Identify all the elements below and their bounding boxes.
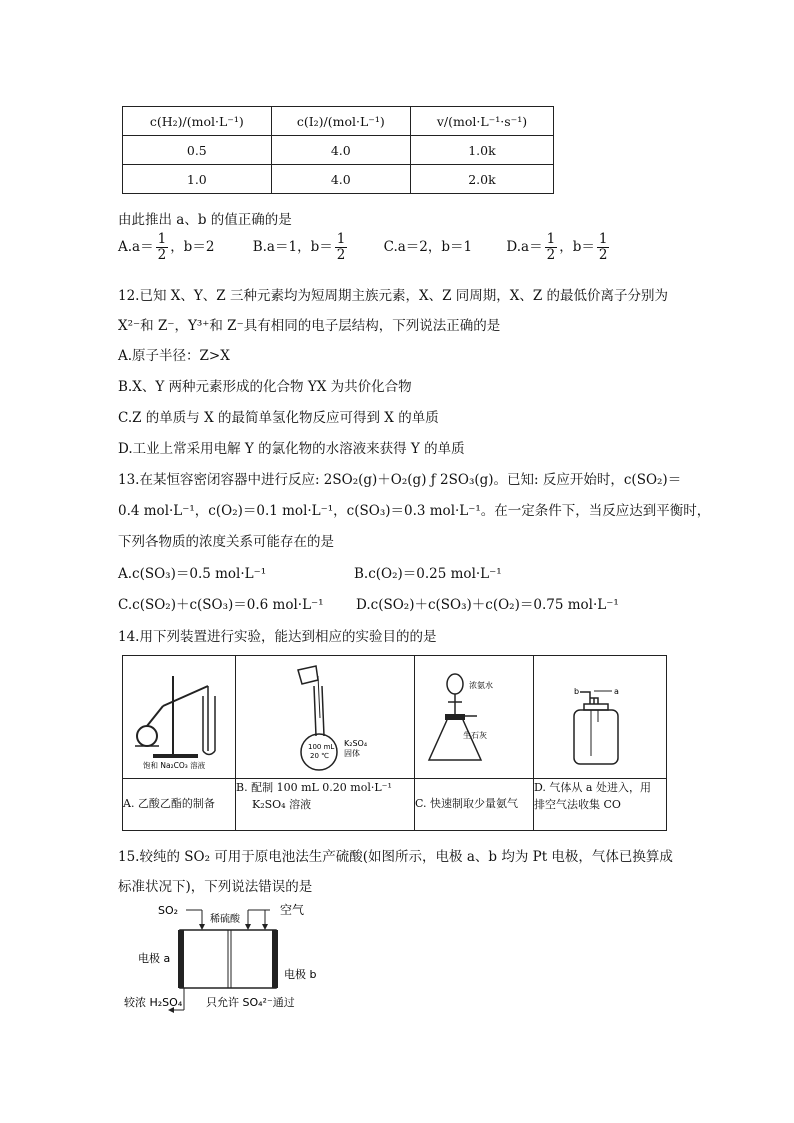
apparatus-image-row: [123, 656, 667, 779]
table-cell: 4.0: [271, 165, 410, 194]
header-v: v/(mol·L⁻¹·s⁻¹): [410, 107, 553, 136]
d-label-a: a: [614, 687, 619, 696]
table-header-row: [123, 107, 554, 136]
q11-stem: 由此推出 a、b 的值正确的是: [118, 212, 292, 228]
caption-c: C. 快速制取少量氨气: [415, 779, 534, 831]
so2-label: SO₂: [158, 904, 179, 917]
apparatus-c-cell: [415, 656, 534, 779]
q12-line2: X²⁻和 Z⁻，Y³⁺和 Z⁻具有相同的电子层结构，下列说法正确的是: [118, 318, 501, 334]
fraction: $\frac{1}{2}$: [598, 231, 608, 263]
table-cell: 4.0: [271, 136, 410, 165]
caption-a: A. 乙酸乙酯的制备: [123, 779, 236, 831]
q13-option-c: C.c(SO₂)＋c(SO₃)＝0.6 mol·L⁻¹: [118, 597, 324, 613]
q11-option-c: C.a＝2，b＝1: [383, 239, 473, 255]
solid-label-2: 固体: [344, 749, 360, 758]
esterification-apparatus-icon: [123, 656, 235, 774]
dilute-acid-label: 稀硫酸: [210, 914, 240, 925]
q13-line1: 13.在某恒容密闭容器中进行反应: 2SO₂(g)＋O₂(g) ƒ 2SO₃(g)。已知: 反应开始时，c(SO₂)＝: [118, 472, 682, 488]
caption-d: D. 气体从 a 处进入，用 排空气法收集 CO: [534, 779, 667, 831]
ammonia-apparatus-icon: [415, 656, 533, 774]
q13-line3: 下列各物质的浓度关系可能存在的是: [118, 534, 334, 550]
fraction: $\frac{1}{2}$: [336, 231, 346, 263]
apparatus-caption-row: [123, 779, 667, 831]
q13-option-a: A.c(SO₃)＝0.5 mol·L⁻¹: [118, 566, 267, 582]
table-cell: 1.0k: [410, 136, 553, 165]
c-label-2: 生石灰: [463, 731, 487, 740]
q12-option-a: A.原子半径：Z>X: [118, 348, 230, 364]
apparatus-table: [122, 655, 667, 831]
a-label: 饱和 Na₂CO₃ 溶液: [143, 761, 206, 770]
flask-volume: 100 mL: [308, 743, 335, 751]
caption-b: B. 配制 100 mL 0.20 mol·L⁻¹ K₂SO₄ 溶液: [236, 779, 415, 831]
electrode-b-label: 电极 b: [284, 968, 317, 981]
flask-temp: 20 ℃: [310, 752, 329, 760]
apparatus-b-cell: [236, 656, 415, 779]
volumetric-flask-icon: [236, 656, 414, 774]
q12-option-b: B.X、Y 两种元素形成的化合物 YX 为共价化合物: [118, 379, 412, 395]
table-cell: 0.5: [123, 136, 272, 165]
membrane-label: 只允许 SO₄²⁻通过: [206, 996, 295, 1009]
fraction: $\frac{1}{2}$: [546, 231, 556, 263]
q15-line2: 标准状况下)，下列说法错误的是: [118, 879, 313, 895]
table-cell: 2.0k: [410, 165, 553, 194]
conc-acid-label: 较浓 H₂SO₄: [124, 996, 183, 1009]
apparatus-d-cell: [534, 656, 667, 779]
electrolytic-cell-diagram: [120, 900, 360, 1020]
q11-options: [118, 232, 611, 263]
table-row: [123, 136, 554, 165]
rate-table: [122, 106, 554, 194]
table-row: [123, 165, 554, 194]
header-c-h2: c(H₂)/(mol·L⁻¹): [123, 107, 272, 136]
solid-label-1: K₂SO₄: [344, 739, 368, 748]
q13-line2: 0.4 mol·L⁻¹，c(O₂)＝0.1 mol·L⁻¹，c(SO₃)＝0.3 mol·L⁻¹。在一定条件下，当反应达到平衡时，: [118, 503, 711, 519]
table-cell: 1.0: [123, 165, 272, 194]
q14-stem: 14.用下列装置进行实验，能达到相应的实验目的的是: [118, 629, 437, 645]
q15-line1: 15.较纯的 SO₂ 可用于原电池法生产硫酸(如图所示，电极 a、b 均为 Pt 电极，气体已换算成: [118, 849, 673, 865]
apparatus-a-cell: [123, 656, 236, 779]
electrode-a-label: 电极 a: [138, 952, 171, 965]
q11-option-b: B.a＝1，b＝ $\frac{1}{2}$: [252, 231, 346, 263]
air-label: 空气: [280, 903, 305, 917]
gas-bottle-icon: [534, 656, 666, 774]
q12-line1: 12.已知 X、Y、Z 三种元素均为短周期主族元素，X、Z 同周期，X、Z 的最低价离子分别为: [118, 288, 669, 304]
q11-option-d: D.a＝ $\frac{1}{2}$ ，b＝ $\frac{1}{2}$: [506, 231, 608, 263]
header-c-i2: c(I₂)/(mol·L⁻¹): [271, 107, 410, 136]
q13-option-d: D.c(SO₂)＋c(SO₃)＋c(O₂)＝0.75 mol·L⁻¹: [356, 597, 619, 613]
q13-option-b: B.c(O₂)＝0.25 mol·L⁻¹: [354, 566, 502, 582]
q12-option-d: D.工业上常采用电解 Y 的氯化物的水溶液来获得 Y 的单质: [118, 441, 465, 457]
fraction: $\frac{1}{2}$: [157, 231, 167, 263]
d-label-b: b: [574, 687, 580, 696]
q11-option-a: A.a＝ $\frac{1}{2}$ ，b＝2: [118, 231, 215, 263]
c-label-1: 浓氨水: [469, 681, 493, 690]
q12-option-c: C.Z 的单质与 X 的最简单氢化物反应可得到 X 的单质: [118, 410, 439, 426]
